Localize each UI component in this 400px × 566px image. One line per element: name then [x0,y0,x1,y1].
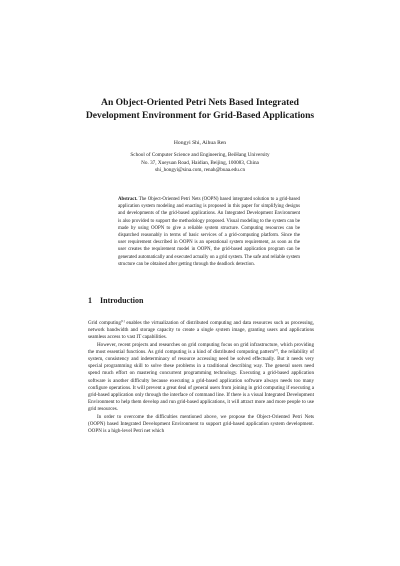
affiliation-emails: shi_hongyi@sina.com, renah@buaa.edu.cn [154,167,246,174]
title-line-2: Development Environment for Grid-Based Applications [85,110,315,121]
section-title: Introduction [100,296,144,305]
title-line-1: An Object-Oriented Petri Nets Based Integrated [101,97,299,108]
affiliation [0,152,400,175]
abstract [118,196,300,268]
p1-text-a: Grid computing [88,320,121,326]
section-number: 1 [88,296,92,305]
affiliation-school: School of Computer Science and Engineering, BeiHang University [130,152,270,158]
affiliation-address: No. 37, Xueyuan Road, Haidian, Beijing, 100083, China [141,159,259,166]
authors: Hongyi Shi, Aihua Ren [173,140,227,146]
abstract-text: The Object-Oriented Petri Nets (OOPN) based integrated solution to a grid-based application system modeling and enacting is proposed in this paper for simplifying designs and developments of the grid-based applications. An Integrated Development Environment is also provided to support the methodology proposed. Visual modeling to the system can be made by using OOPN to give a reliable system structure. Computing resources can be dispatched reasonably in terms of basic services of a grid-computing platform. Since the user requirement described in OOPN is an operational system requirement, as soon as the user creates the requirement model in OOPN, the grid-based application program can be generated automatically and executed actually on a grid system. The safe and reliable system structure can be obtained after getting through the deadlock detection. [118,197,300,267]
section-heading [88,296,143,305]
p2-text-a: However, recent projects and researches on grid computing focus on grid infrastructure, which providing the most essential functions. As grid computing is a kind of distributed computing pattern [88,341,314,355]
citation-2: [2] [274,347,278,352]
paper-title [0,96,400,122]
paragraph-1 [88,320,314,342]
section-body [88,320,314,435]
p2-text-b: , the reliability of system, consistency and indeterminacy of resource accessing need be solved effectually. But it needs very special programming skill to solve these problems in a traditional describing way. The general users need spend much effort on mastering concurrent programming technology. Executing a grid-based application software is another difficulty because executing a grid-based application software always needs too many configure operations. It will prevent a great deal of general users from joining in grid computing if executing a grid-based application only through the interface of command line. If there is a visual Integrated Development Environment to help them develop and run grid-based applications, it will attract more and more people to use grid resources. [88,348,314,413]
paragraph-2 [88,342,314,414]
citation-1: [1] [120,318,125,323]
p1-text-b: enables the virtualization of distributed computing and data resources such as processing, network bandwidth and storage capacity to create a single system image, granting users and applications seamless access to vast IT capabilities. [88,320,315,341]
paragraph-3: In order to overcome the difficulties mentioned above, we propose the Object-Oriented Petri Nets (OOPN) based Integrated Development Environment to support grid-based application system development. OOPN is a high-level Petri net which [88,413,314,435]
abstract-label: Abstract. [118,197,138,202]
